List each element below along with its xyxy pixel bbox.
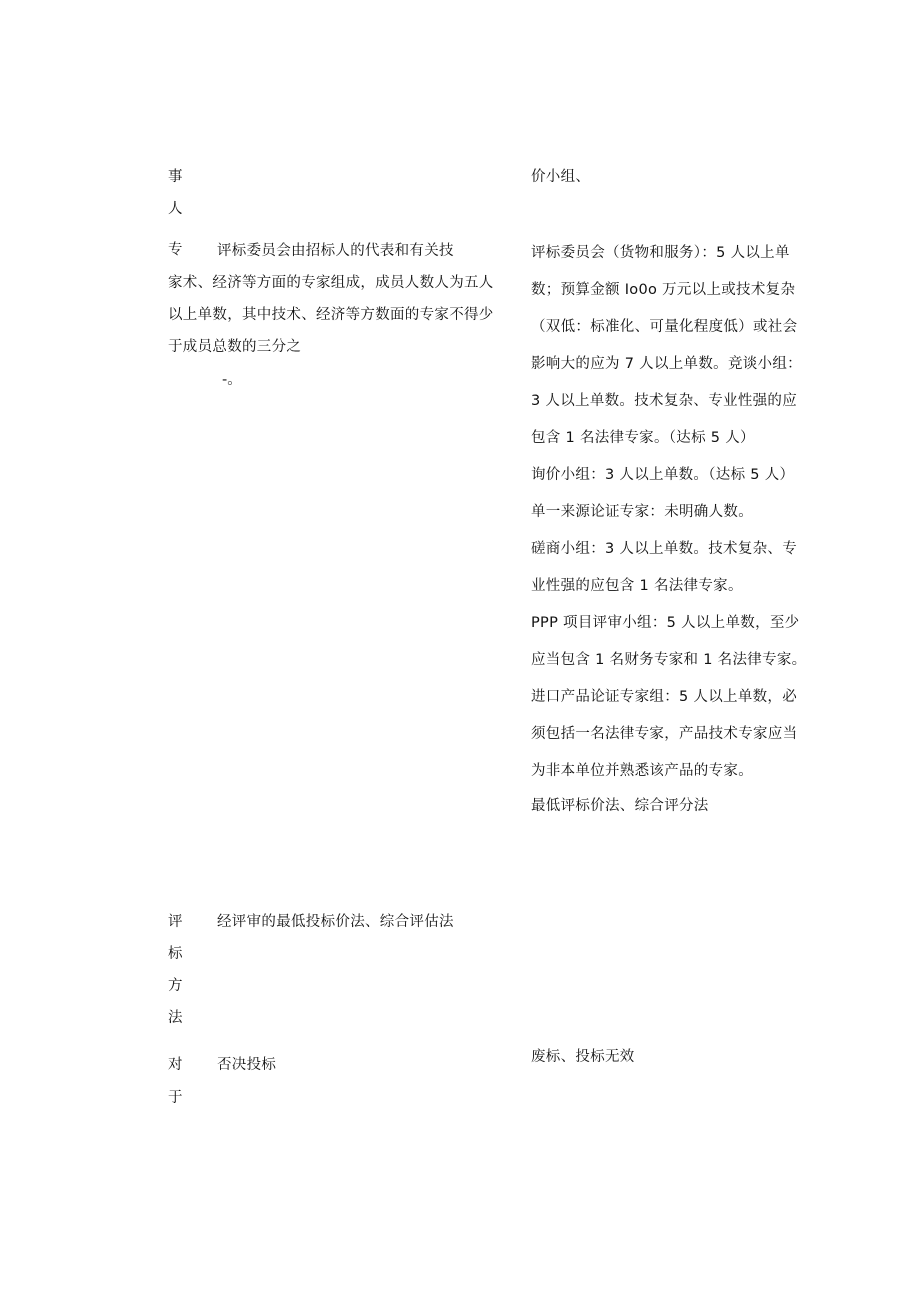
row2-right-line: 询价小组：3 人以上单数。（达标 5 人） <box>531 467 795 483</box>
row2-right-paragraph <box>531 235 821 790</box>
row2-right-line: 影响大的应为 7 人以上单数。竞谈小组： <box>531 356 802 372</box>
row4-label-char-2: 于 <box>168 1090 183 1106</box>
row4-label-char-1: 对 <box>168 1057 183 1073</box>
row3-label-char-1: 评 <box>168 914 183 930</box>
row1-label-char-1: 事 <box>168 169 183 185</box>
row2-right-line: 包含 1 名法律专家。（达标 5 人） <box>531 430 755 446</box>
row3-label-char-3: 方 <box>168 978 183 994</box>
row4-left-text: 否决投标 <box>217 1057 277 1073</box>
row1-label-char-2: 人 <box>168 201 183 217</box>
row2-right-line: 进口产品论证专家组：5 人以上单数，必 <box>531 689 798 705</box>
row2-right-line: 业性强的应包含 1 名法律专家。 <box>531 578 743 594</box>
row2-right-line: 单一来源论证专家：未明确人数。 <box>531 504 753 520</box>
row2-label-char: 专 <box>168 242 183 258</box>
row3-left-text: 经评审的最低投标价法、综合评估法 <box>217 914 454 930</box>
row2-left-tail: -。 <box>222 372 242 388</box>
row2-right-line: 磋商小组：3 人以上单数。技术复杂、专 <box>531 541 798 557</box>
row2-right-line: 数；预算金额 Io0o 万元以上或技术复杂 <box>531 282 796 298</box>
row2-left-line: 以上单数，其中技术、经济等方数面的专家不得少 <box>168 307 494 323</box>
row2-left-line: 家术、经济等方面的专家组成，成员人数人为五人 <box>168 275 494 291</box>
row2-left-paragraph <box>168 235 513 363</box>
row2-right-line: （双低：标准化、可量化程度低）或社会 <box>531 319 798 335</box>
row2-right-line: 须包括一名法律专家，产品技术专家应当 <box>531 726 798 742</box>
row3-label-char-2: 标 <box>168 946 183 962</box>
row1-right-text: 价小组、 <box>531 169 591 185</box>
row2-right-line: 评标委员会（货物和服务）：5 人以上单 <box>531 245 790 261</box>
row2-right-line: 应当包含 1 名财务专家和 1 名法律专家。 <box>531 652 807 668</box>
row3-label-char-4: 法 <box>168 1010 183 1026</box>
row2-left-line: 于成员总数的三分之 <box>168 339 302 355</box>
row2-right-line: 3 人以上单数。技术复杂、专业性强的应 <box>531 393 798 409</box>
row2-left-line: 评标委员会由招标人的代表和有关技 <box>217 243 454 259</box>
row2-right-line: 为非本单位并熟悉该产品的专家。 <box>531 763 753 779</box>
row2-right-line: PPP 项目评审小组：5 人以上单数，至少 <box>531 615 800 631</box>
row4-right-text: 废标、投标无效 <box>531 1049 635 1065</box>
row2-right-tail: 最低评标价法、综合评分法 <box>531 798 709 814</box>
